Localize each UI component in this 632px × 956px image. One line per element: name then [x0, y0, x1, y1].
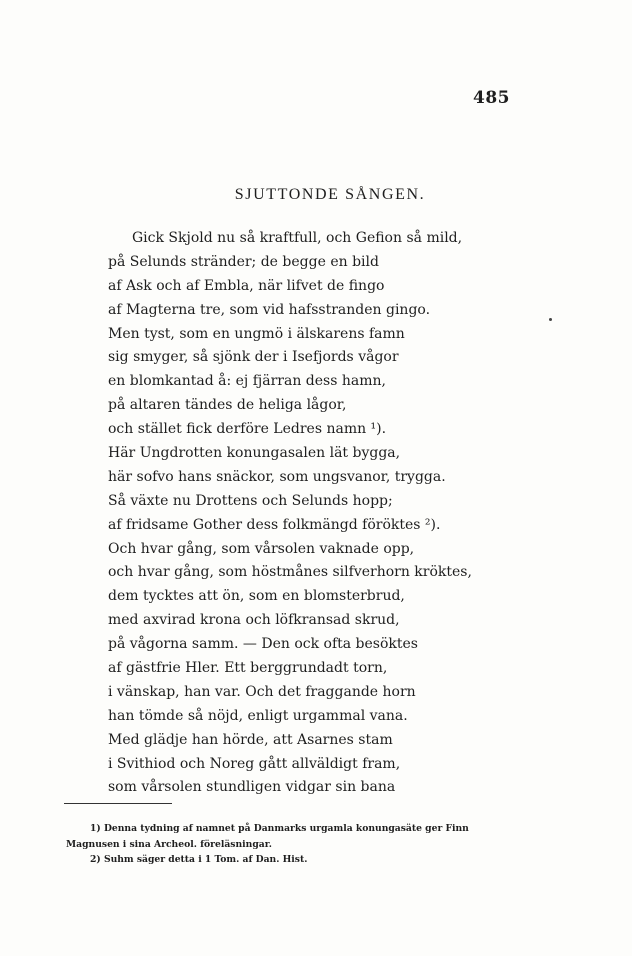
poem-line: som vårsolen stundligen vidgar sin bana: [108, 779, 396, 796]
poem-line: af Ask och af Embla, när lifvet de fingo: [108, 277, 385, 294]
poem-line: Men tyst, som en ungmö i älskarens famn: [108, 325, 405, 342]
poem-line: på Selunds stränder; de begge en bild: [108, 253, 379, 270]
poem-line: Gick Skjold nu så kraftfull, och Gefion så mild,: [132, 230, 463, 246]
poem-line: i vänskap, han var. Och det fraggande horn: [108, 683, 416, 700]
chapter-title: SJUTTONDE SÅNGEN.: [234, 186, 426, 203]
page-number: 485: [473, 88, 510, 108]
poem-line: af Magterna tre, som vid hafsstranden gingo.: [108, 301, 431, 318]
poem-line: dem tycktes att ön, som en blomsterbrud,: [108, 588, 405, 605]
poem-line: en blomkantad å: ej fjärran dess hamn,: [108, 373, 386, 390]
poem-line: och hvar gång, som höstmånes silfverhorn kröktes,: [108, 564, 472, 581]
poem-body: [108, 227, 518, 800]
poem-line: med axvirad krona och löfkransad skrud,: [108, 612, 400, 629]
poem-line: Så växte nu Drottens och Selunds hopp;: [108, 492, 393, 509]
poem-line: på altaren tändes de heliga lågor,: [108, 397, 347, 414]
footnote-continuation: Magnusen i sina Archeol. föreläsningar.: [66, 838, 272, 850]
poem-line: Och hvar gång, som vårsolen vaknade opp,: [108, 540, 415, 557]
poem-line: sig smyger, så sjönk der i Isefjords vågor: [108, 349, 399, 366]
poem-line: af gästfrie Hler. Ett berggrundadt torn,: [108, 660, 388, 677]
footnotes: [66, 821, 516, 868]
print-speck: [549, 318, 552, 321]
poem-line: i Svithiod och Noreg gått allväldigt fram,: [108, 755, 401, 772]
footnote-divider: [64, 803, 172, 804]
poem-line: Med glädje han hörde, att Asarnes stam: [108, 731, 393, 748]
poem-line: och stället fick derföre Ledres namn ¹).: [108, 421, 387, 438]
poem-line: på vågorna samm. — Den ock ofta besöktes: [108, 636, 418, 653]
poem-line: han tömde så nöjd, enligt urgammal vana.: [108, 707, 408, 724]
footnote: 1) Denna tydning af namnet på Danmarks urgamla konungasäte ger Finn: [90, 823, 469, 834]
footnote: 2) Suhm säger detta i 1 Tom. af Dan. Hist.: [90, 854, 308, 865]
poem-line: Här Ungdrotten konungasalen lät bygga,: [108, 445, 401, 462]
poem-line: här sofvo hans snäckor, som ungsvanor, trygga.: [108, 468, 446, 485]
poem-line: af fridsame Gother dess folkmängd föröktes ²).: [108, 516, 441, 533]
